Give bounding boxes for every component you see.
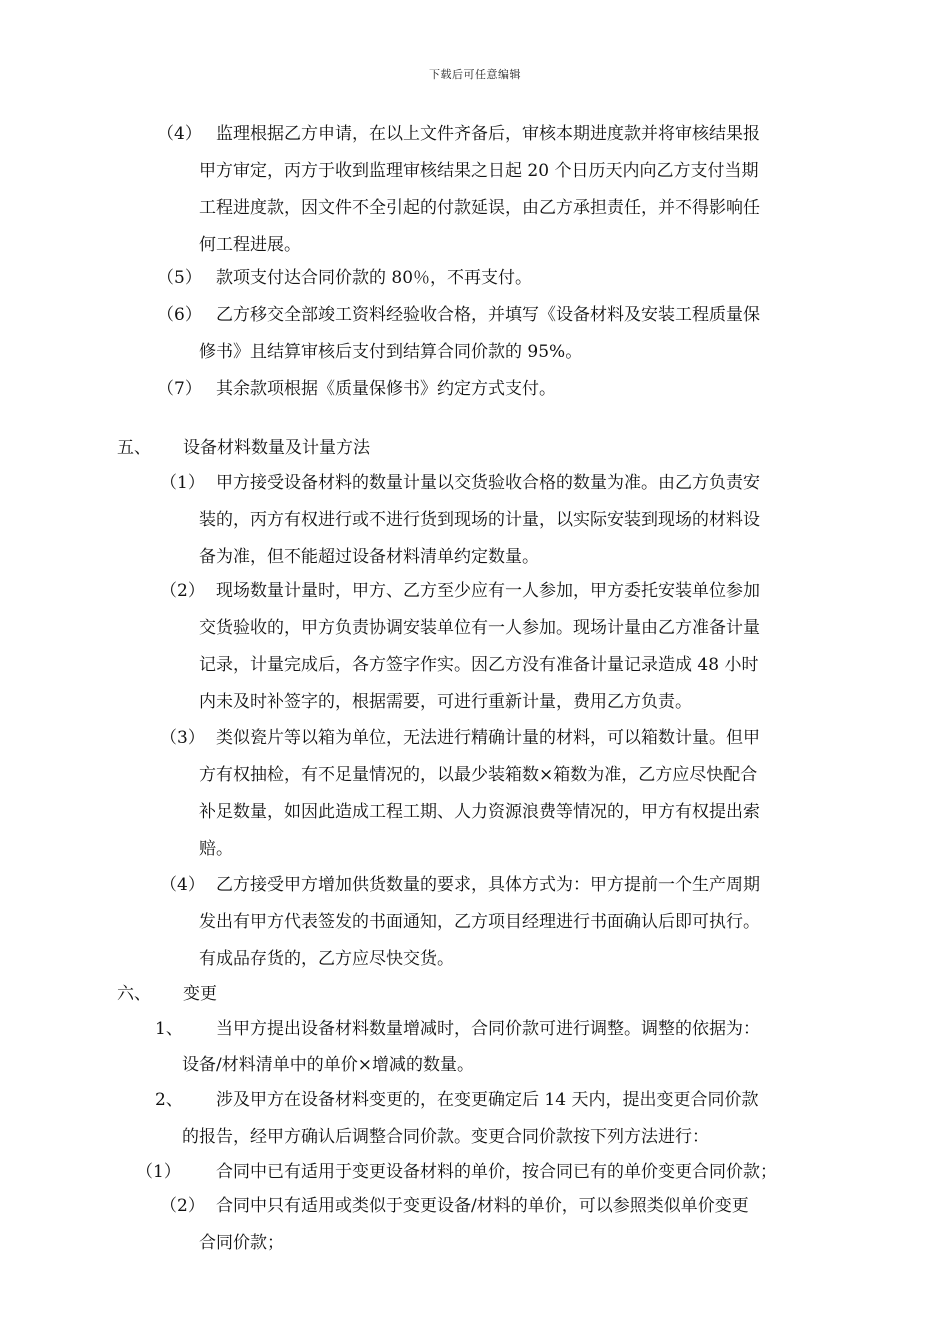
paragraph-line: 补足数量，如因此造成工程工期、人力资源浪费等情况的，甲方有权提出索 — [199, 802, 760, 822]
item-number: （6） — [157, 305, 202, 325]
paragraph-line: 交货验收的，甲方负责协调安装单位有一人参加。现场计量由乙方准备计量 — [199, 618, 760, 638]
paragraph-line: 当甲方提出设备材料数量增减时，合同价款可进行调整。调整的依据为： — [216, 1019, 760, 1039]
paragraph-line: 乙方移交全部竣工资料经验收合格，并填写《设备材料及安装工程质量保 — [216, 305, 760, 325]
paragraph-line: 乙方接受甲方增加供货数量的要求，具体方式为：甲方提前一个生产周期 — [216, 875, 760, 895]
paragraph-line: 类似瓷片等以箱为单位，无法进行精确计量的材料，可以箱数计量。但甲 — [216, 728, 760, 748]
item-number: （1） — [160, 473, 205, 493]
paragraph-line: 何工程进展。 — [199, 235, 301, 255]
paragraph-line: 现场数量计量时，甲方、乙方至少应有一人参加，甲方委托安装单位参加 — [216, 581, 760, 601]
paragraph-line: 合同中已有适用于变更设备材料的单价，按合同已有的单价变更合同价款； — [216, 1162, 777, 1182]
section-heading: 变更 — [183, 984, 217, 1004]
item-number: （2） — [160, 1196, 205, 1216]
paragraph-line: 工程进度款，因文件不全引起的付款延误，由乙方承担责任，并不得影响任 — [199, 198, 760, 218]
paragraph-line: 其余款项根据《质量保修书》约定方式支付。 — [216, 379, 556, 399]
paragraph-line: 甲方审定，丙方于收到监理审核结果之日起 20 个日历天内向乙方支付当期 — [199, 161, 759, 181]
item-number: （2） — [160, 581, 205, 601]
paragraph-line: 款项支付达合同价款的 80％，不再支付。 — [216, 268, 533, 288]
paragraph-line: 装的，丙方有权进行或不进行货到现场的计量，以实际安装到现场的材料设 — [199, 510, 760, 530]
paragraph-line: 甲方接受设备材料的数量计量以交货验收合格的数量为准。由乙方负责安 — [216, 473, 760, 493]
paragraph-line: 的报告，经甲方确认后调整合同价款。变更合同价款按下列方法进行： — [182, 1127, 709, 1147]
section-heading: 设备材料数量及计量方法 — [183, 438, 370, 458]
paragraph-line: 方有权抽检，有不足量情况的，以最少装箱数×箱数为准，乙方应尽快配合 — [199, 765, 758, 785]
paragraph-line: 合同中只有适用或类似于变更设备/材料的单价，可以参照类似单价变更 — [216, 1196, 749, 1216]
paragraph-line: 修书》且结算审核后支付到结算合同价款的 95%。 — [199, 342, 583, 362]
item-number: （3） — [160, 728, 205, 748]
paragraph-line: 记录，计量完成后，各方签字作实。因乙方没有准备计量记录造成 48 小时 — [199, 655, 759, 675]
paragraph-line: 合同价款； — [199, 1233, 284, 1253]
page-header: 下载后可任意编辑 — [429, 68, 521, 81]
item-number: （7） — [157, 379, 202, 399]
item-number: （1） — [136, 1162, 181, 1182]
section-number: 六、 — [117, 984, 151, 1004]
paragraph-line: 有成品存货的，乙方应尽快交货。 — [199, 949, 454, 969]
paragraph-line: 发出有甲方代表签发的书面通知，乙方项目经理进行书面确认后即可执行。 — [199, 912, 760, 932]
section-number: 五、 — [117, 438, 151, 458]
item-number: 2、 — [155, 1090, 183, 1110]
paragraph-line: 备为准，但不能超过设备材料清单约定数量。 — [199, 547, 539, 567]
item-number: （5） — [157, 268, 202, 288]
item-number: 1、 — [155, 1019, 183, 1039]
item-number: （4） — [157, 124, 202, 144]
paragraph-line: 监理根据乙方申请，在以上文件齐备后，审核本期进度款并将审核结果报 — [216, 124, 760, 144]
item-number: （4） — [160, 875, 205, 895]
paragraph-line: 设备/材料清单中的单价×增减的数量。 — [182, 1055, 474, 1075]
paragraph-line: 赔。 — [199, 839, 233, 859]
paragraph-line: 内未及时补签字的，根据需要，可进行重新计量，费用乙方负责。 — [199, 692, 692, 712]
paragraph-line: 涉及甲方在设备材料变更的，在变更确定后 14 天内，提出变更合同价款 — [216, 1090, 759, 1110]
